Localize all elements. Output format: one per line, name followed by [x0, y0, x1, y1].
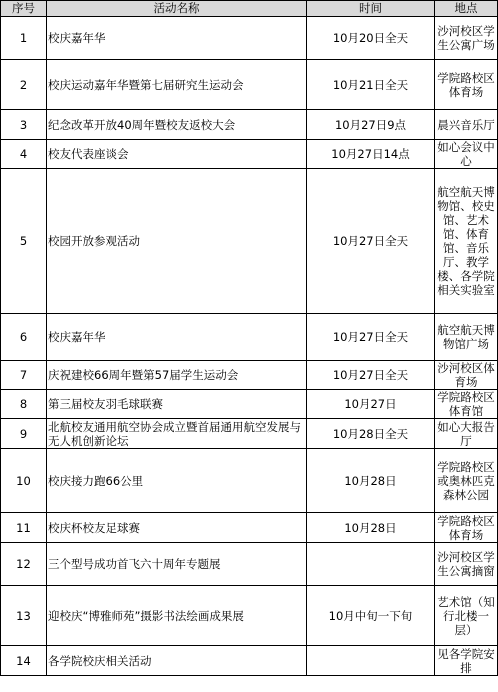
table-row	[1, 543, 498, 586]
header-row	[1, 1, 498, 17]
row-time: 10月27日全天	[307, 169, 435, 314]
row-no: 4	[1, 140, 47, 169]
row-name: 纪念改革开放40周年暨校友返校大会	[47, 110, 307, 140]
row-time: 10月21日全天	[307, 60, 435, 110]
row-place: 沙河校区学生公寓广场	[435, 17, 498, 60]
row-place: 晨兴音乐厅	[435, 110, 498, 140]
row-place: 见各学院安排	[435, 646, 498, 676]
row-no: 1	[1, 17, 47, 60]
row-no: 2	[1, 60, 47, 110]
row-name: 校庆嘉年华	[47, 314, 307, 361]
row-name: 校庆接力跑66公里	[47, 449, 307, 513]
row-place: 学院路校区体育馆	[435, 390, 498, 419]
row-name: 校友代表座谈会	[47, 140, 307, 169]
row-name: 庆祝建校66周年暨第57届学生运动会	[47, 361, 307, 390]
table-row	[1, 390, 498, 419]
table-row	[1, 646, 498, 676]
row-no: 7	[1, 361, 47, 390]
row-time: 10月27日14点	[307, 140, 435, 169]
row-no: 9	[1, 419, 47, 449]
row-time: 10月28日全天	[307, 419, 435, 449]
table-row	[1, 449, 498, 513]
row-no: 11	[1, 513, 47, 543]
row-time	[307, 646, 435, 676]
row-time: 10月27日全天	[307, 361, 435, 390]
table-row	[1, 586, 498, 646]
table-row	[1, 60, 498, 110]
table-row	[1, 17, 498, 60]
row-name: 校庆嘉年华	[47, 17, 307, 60]
row-name: 校园开放参观活动	[47, 169, 307, 314]
row-time: 10月27日	[307, 390, 435, 419]
header-name: 活动名称	[47, 1, 307, 17]
table-row	[1, 140, 498, 169]
row-no: 8	[1, 390, 47, 419]
table-row	[1, 419, 498, 449]
row-no: 3	[1, 110, 47, 140]
header-time: 时间	[307, 1, 435, 17]
row-place: 如心会议中心	[435, 140, 498, 169]
table-row	[1, 361, 498, 390]
row-no: 14	[1, 646, 47, 676]
row-name: 北航校友通用航空协会成立暨首届通用航空发展与无人机创新论坛	[47, 419, 307, 449]
row-name: 各学院校庆相关活动	[47, 646, 307, 676]
row-place: 学院路校区或奥林匹克森林公园	[435, 449, 498, 513]
row-place: 学院路校区体育场	[435, 513, 498, 543]
row-place: 沙河校区体育场	[435, 361, 498, 390]
row-name: 校庆杯校友足球赛	[47, 513, 307, 543]
row-no: 5	[1, 169, 47, 314]
row-no: 10	[1, 449, 47, 513]
row-time: 10月20日全天	[307, 17, 435, 60]
row-place: 艺术馆（知行北楼一层）	[435, 586, 498, 646]
row-no: 12	[1, 543, 47, 586]
row-time: 10月27日9点	[307, 110, 435, 140]
row-time: 10月28日	[307, 513, 435, 543]
row-place: 沙河校区学生公寓摘窗	[435, 543, 498, 586]
row-no: 6	[1, 314, 47, 361]
row-name: 第三届校友羽毛球联赛	[47, 390, 307, 419]
row-no: 13	[1, 586, 47, 646]
table-row	[1, 169, 498, 314]
row-name: 迎校庆“博雅师苑”摄影书法绘画成果展	[47, 586, 307, 646]
row-place: 如心大报告厅	[435, 419, 498, 449]
table-row	[1, 110, 498, 140]
header-no: 序号	[1, 1, 47, 17]
table-row	[1, 513, 498, 543]
row-name: 三个型号成功首飞六十周年专题展	[47, 543, 307, 586]
header-place: 地点	[435, 1, 498, 17]
row-name: 校庆运动嘉年华暨第七届研究生运动会	[47, 60, 307, 110]
row-place: 学院路校区体育场	[435, 60, 498, 110]
row-time: 10月27日全天	[307, 314, 435, 361]
row-time	[307, 543, 435, 586]
row-place: 航空航天博物馆广场	[435, 314, 498, 361]
row-place: 航空航天博物馆、校史馆、艺术馆、体育馆、音乐厅、教学楼、各学院相关实验室	[435, 169, 498, 314]
row-time: 10月28日	[307, 449, 435, 513]
row-time: 10月中旬一下旬	[307, 586, 435, 646]
table-row	[1, 314, 498, 361]
